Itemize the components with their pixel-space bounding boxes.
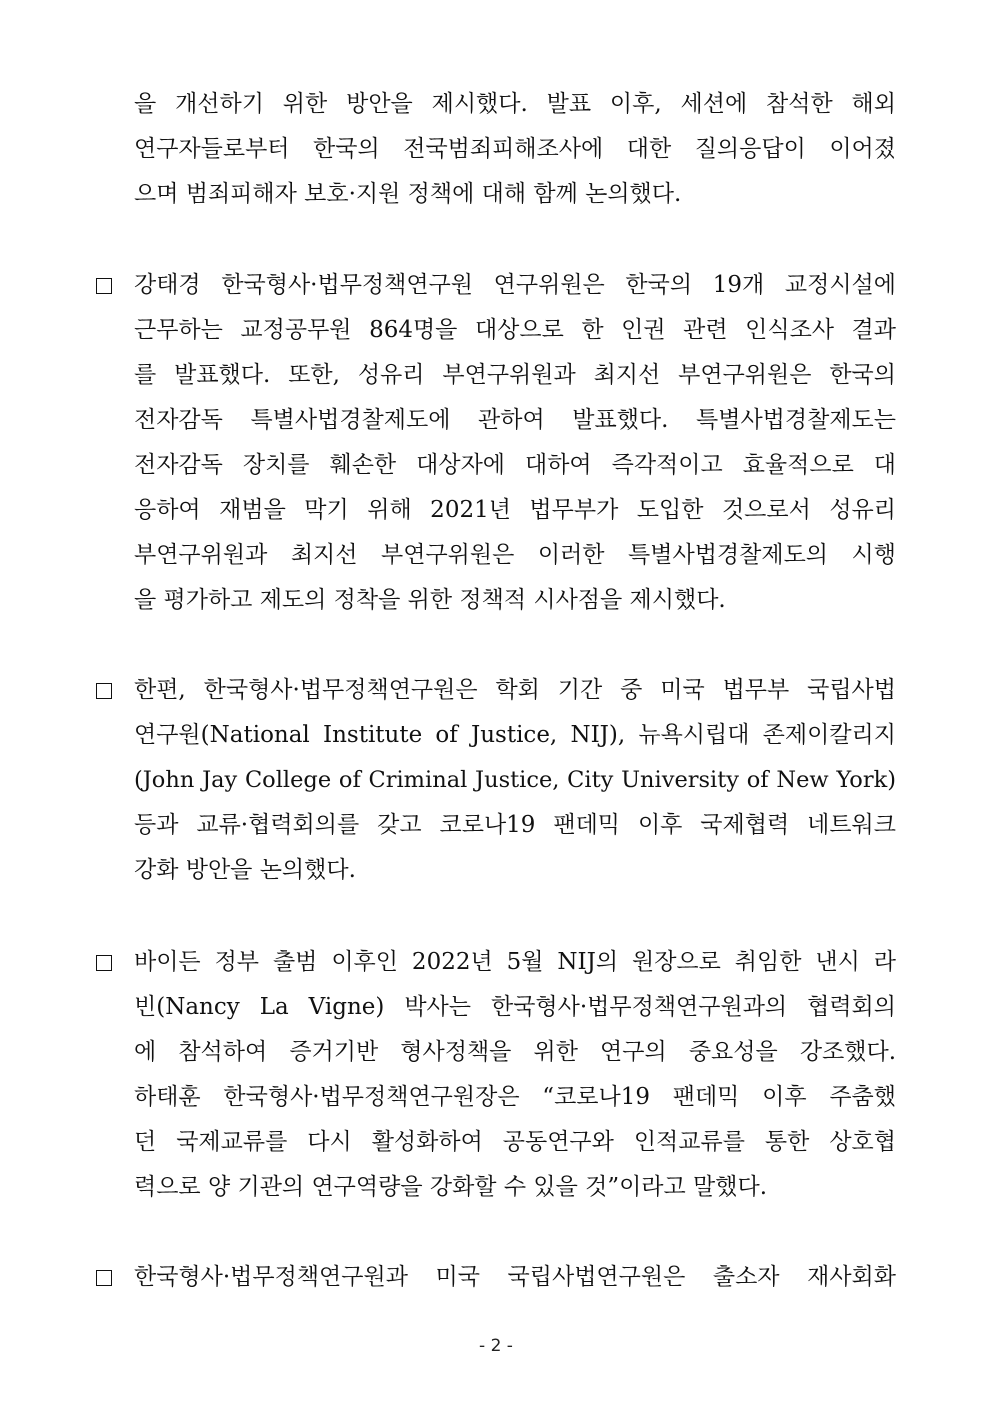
paragraph-4 xyxy=(96,940,896,1210)
paragraph-line: 근무하는 교정공무원 864명을 대상으로 한 인권 관련 인식조사 결과 xyxy=(134,317,896,343)
paragraph-line: 강화 방안을 논의했다. xyxy=(134,857,356,883)
paragraph-3 xyxy=(96,668,896,893)
paragraph-line: 연구원(National Institute of Justice, NIJ), 뉴욕시립대 존제이칼리지 xyxy=(134,722,896,748)
paragraph-line: 부연구위원과 최지선 부연구위원은 이러한 특별사법경찰제도의 시행 xyxy=(134,542,896,568)
paragraph-line: 전자감독 장치를 훼손한 대상자에 대하여 즉각적이고 효율적으로 대 xyxy=(134,452,896,478)
paragraph-line: 등과 교류·협력회의를 갖고 코로나19 팬데믹 이후 국제협력 네트워크 xyxy=(134,812,896,838)
paragraph-line: 을 평가하고 제도의 정착을 위한 정책적 시사점을 제시했다. xyxy=(134,587,726,613)
paragraph-1 xyxy=(96,82,896,217)
checkbox-bullet-icon xyxy=(96,955,112,971)
paragraph-line: 를 발표했다. 또한, 성유리 부연구위원과 최지선 부연구위원은 한국의 xyxy=(134,362,896,388)
paragraph-line: (John Jay College of Criminal Justice, City University of New York) xyxy=(134,767,896,793)
paragraph-line: 한국형사·법무정책연구원과 미국 국립사법연구원은 출소자 재사회화 xyxy=(134,1264,896,1290)
paragraph-line: 던 국제교류를 다시 활성화하여 공동연구와 인적교류를 통한 상호협 xyxy=(134,1129,896,1155)
checkbox-bullet-icon xyxy=(96,683,112,699)
paragraph-line: 한편, 한국형사·법무정책연구원은 학회 기간 중 미국 법무부 국립사법 xyxy=(134,677,896,703)
paragraph-line: 강태경 한국형사·법무정책연구원 연구위원은 한국의 19개 교정시설에 xyxy=(134,272,896,298)
paragraph-line: 에 참석하여 증거기반 형사정책을 위한 연구의 중요성을 강조했다. xyxy=(134,1039,896,1065)
paragraph-2 xyxy=(96,263,896,623)
checkbox-bullet-icon xyxy=(96,278,112,294)
paragraph-line: 응하여 재범을 막기 위해 2021년 법무부가 도입한 것으로서 성유리 xyxy=(134,497,896,523)
paragraph-5 xyxy=(96,1255,896,1300)
paragraph-line: 전자감독 특별사법경찰제도에 관하여 발표했다. 특별사법경찰제도는 xyxy=(134,407,896,433)
checkbox-bullet-icon xyxy=(96,1270,112,1286)
paragraph-line: 바이든 정부 출범 이후인 2022년 5월 NIJ의 원장으로 취임한 낸시 라 xyxy=(134,949,896,975)
paragraph-line: 으며 범죄피해자 보호·지원 정책에 대해 함께 논의했다. xyxy=(134,181,682,207)
paragraph-line: 하태훈 한국형사·법무정책연구원장은 “코로나19 팬데믹 이후 주춤했 xyxy=(134,1084,896,1110)
paragraph-line: 력으로 양 기관의 연구역량을 강화할 수 있을 것”이라고 말했다. xyxy=(134,1174,768,1200)
paragraph-line: 연구자들로부터 한국의 전국범죄피해조사에 대한 질의응답이 이어졌 xyxy=(134,136,896,162)
paragraph-line: 을 개선하기 위한 방안을 제시했다. 발표 이후, 세션에 참석한 해외 xyxy=(134,91,896,117)
paragraph-line: 빈(Nancy La Vigne) 박사는 한국형사·법무정책연구원과의 협력회의 xyxy=(134,994,896,1020)
page-number: - 2 - xyxy=(479,1336,513,1356)
